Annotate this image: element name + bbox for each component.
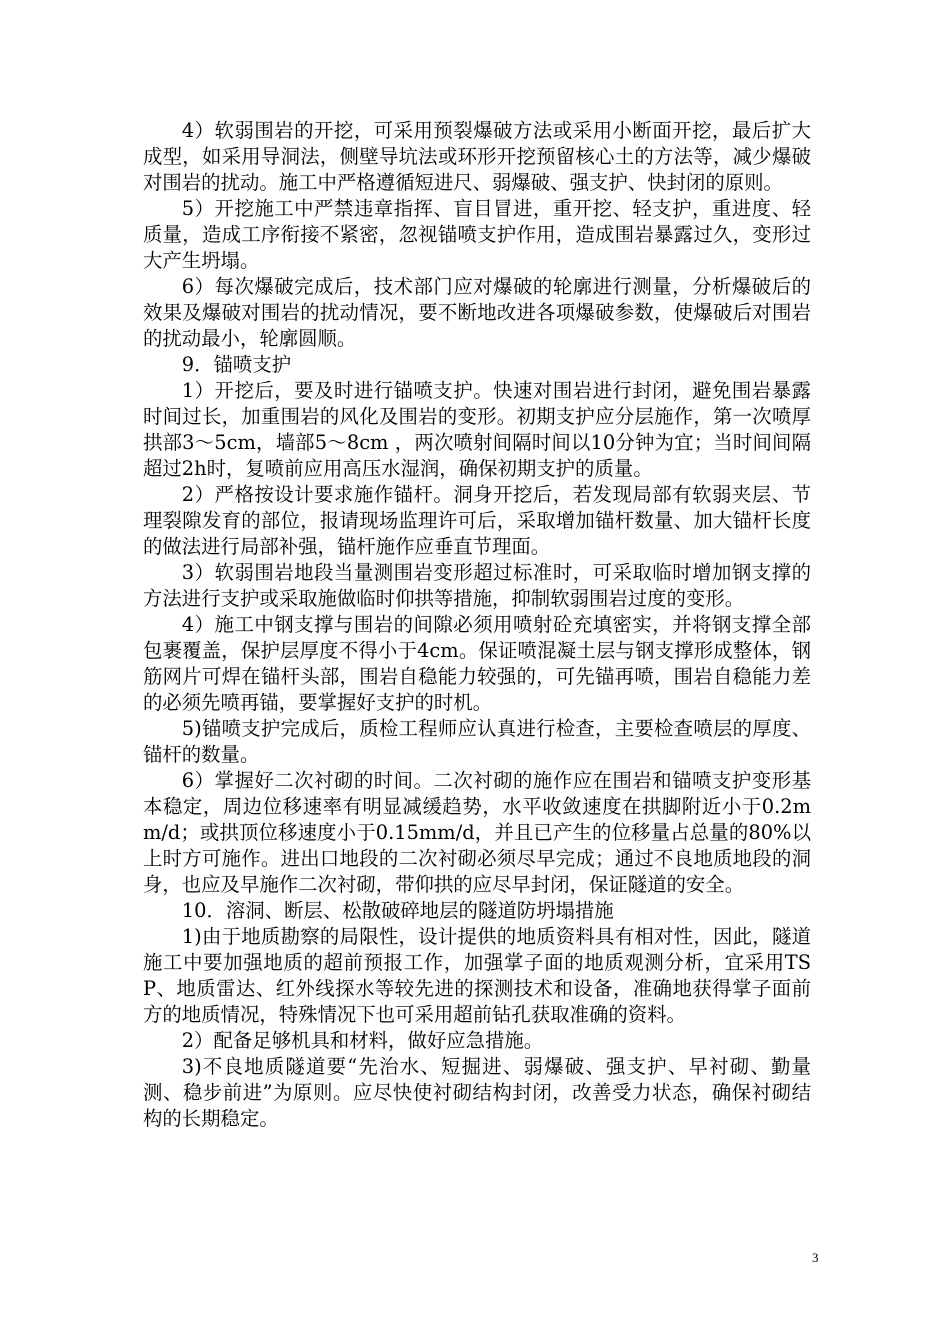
paragraph: 1)由于地质勘察的局限性，设计提供的地质资料具有相对性，因此，隧道施工中要加强地质的超前预报工作，加强掌子面的地质观测分析，宜采用TSP、地质雷达、红外线探水等较先进的探测技术和设备，准确地获得掌子面前方的地质情况，特殊情况下也可采用超前钻孔获取准确的资料。 [143, 925, 811, 1026]
document-body [143, 118, 811, 1132]
paragraph: 5)锚喷支护完成后，质检工程师应认真进行检查，主要检查喷层的厚度、锚杆的数量。 [143, 717, 811, 766]
paragraph: 1）开挖后，要及时进行锚喷支护。快速对围岩进行封闭，避免围岩暴露时间过长，加重围岩的风化及围岩的变形。初期支护应分层施作，第一次喷厚拱部3～5cm，墙部5～8cm ，两次喷射间隔时间以10分钟为宜；当时间间隔超过2h时，复喷前应用高压水湿润，确保初期支护的质量。 [143, 379, 811, 480]
paragraph: 4）软弱围岩的开挖，可采用预裂爆破方法或采用小断面开挖，最后扩大成型，如采用导洞法，侧壁导坑法或环形开挖预留核心土的方法等，减少爆破对围岩的扰动。施工中严格遵循短进尺、弱爆破、强支护、快封闭的原则。 [143, 119, 811, 194]
paragraph: 6）掌握好二次衬砌的时间。二次衬砌的施作应在围岩和锚喷支护变形基本稳定，周边位移速率有明显减缓趋势，水平收敛速度在拱脚附近小于0.2mm/d；或拱顶位移速度小于0.15mm/d，并且已产生的位移量占总量的80%以上时方可施作。进出口地段的二次衬砌必须尽早完成；通过不良地质地段的洞身，也应及早施作二次衬砌，带仰拱的应尽早封闭，保证隧道的安全。 [143, 769, 811, 896]
section-heading: 10．溶洞、断层、松散破碎地层的隧道防坍塌措施 [181, 899, 614, 922]
paragraph: 4）施工中钢支撑与围岩的间隙必须用喷射砼充填密实，并将钢支撑全部包裹覆盖，保护层厚度不得小于4cm。保证喷混凝土层与钢支撑形成整体，钢筋网片可焊在锚杆头部，围岩自稳能力较强的，可先锚再喷，围岩自稳能力差的必须先喷再锚，要掌握好支护的时机。 [143, 613, 811, 714]
paragraph: 3）软弱围岩地段当量测围岩变形超过标准时，可采取临时增加钢支撑的方法进行支护或采取施做临时仰拱等措施，抑制软弱围岩过度的变形。 [143, 561, 811, 610]
paragraph: 3)不良地质隧道要“先治水、短掘进、弱爆破、强支护、早衬砌、勤量测、稳步前进”为原则。应尽快使衬砌结构封闭，改善受力状态，确保衬砌结构的长期稳定。 [143, 1055, 811, 1130]
paragraph: 5）开挖施工中严禁违章指挥、盲目冒进，重开挖、轻支护，重进度、轻质量，造成工序衔接不紧密，忽视锚喷支护作用，造成围岩暴露过久，变形过大产生坍塌。 [143, 197, 811, 272]
page-number: 3 [812, 1250, 819, 1265]
paragraph: 6）每次爆破完成后，技术部门应对爆破的轮廓进行测量，分析爆破后的效果及爆破对围岩的扰动情况，要不断地改进各项爆破参数，使爆破后对围岩的扰动最小，轮廓圆顺。 [143, 275, 811, 350]
paragraph: 2）严格按设计要求施作锚杆。洞身开挖后，若发现局部有软弱夹层、节理裂隙发育的部位，报请现场监理许可后，采取增加锚杆数量、加大锚杆长度的做法进行局部补强，锚杆施作应垂直节理面。 [143, 483, 811, 558]
paragraph: 2）配备足够机具和材料，做好应急措施。 [181, 1029, 544, 1052]
section-heading: 9．锚喷支护 [181, 353, 292, 376]
